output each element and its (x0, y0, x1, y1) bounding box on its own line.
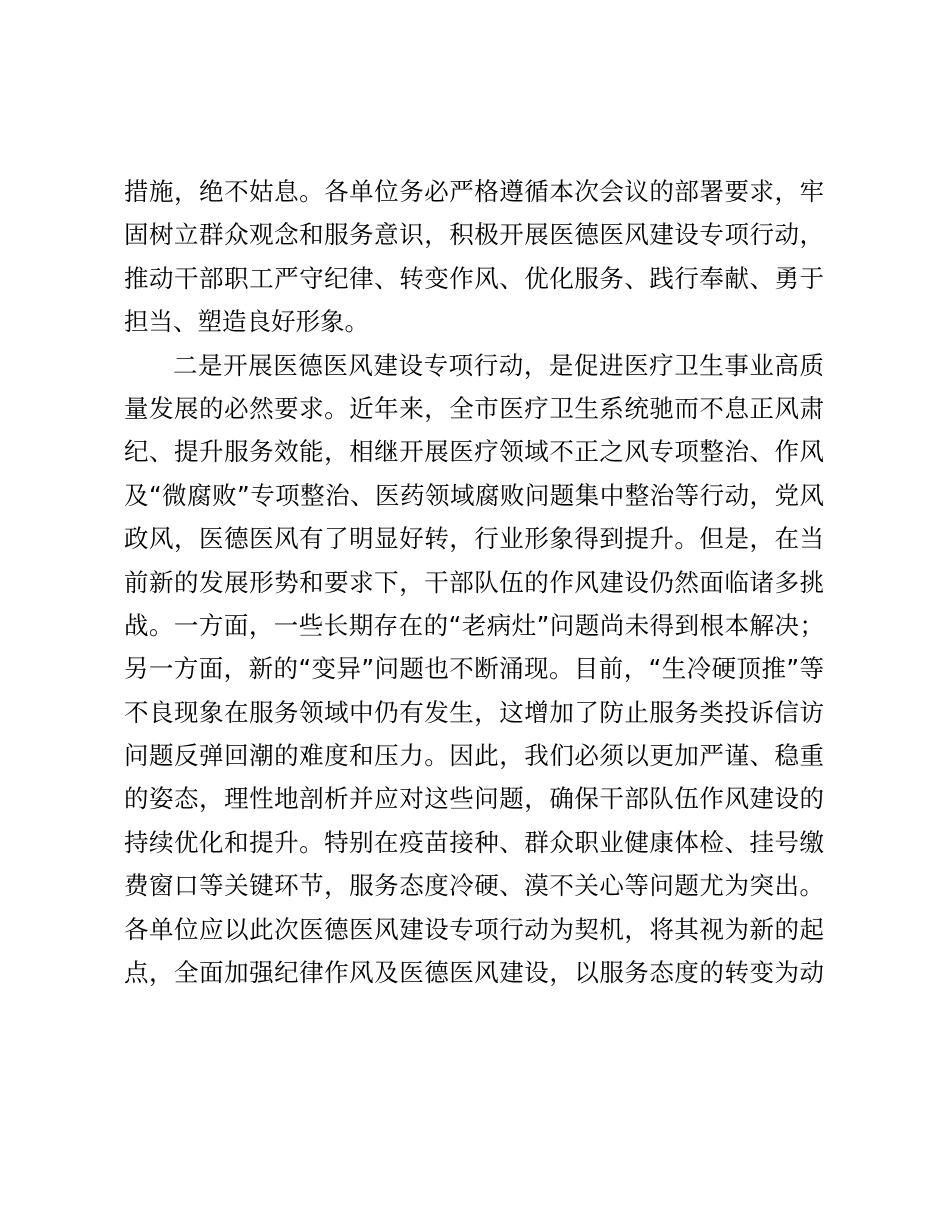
text-line: 的姿态，理性地剖析并应对这些问题，确保干部队伍作风建设的 (124, 784, 824, 814)
text-line: 费窗口等关键环节，服务态度冷硬、漠不关心等问题尤为突出。 (124, 871, 824, 901)
text-line: 担当、塑造良好形象。 (124, 307, 369, 337)
text-line: 纪、提升服务效能，相继开展医疗领域不正之风专项整治、作风 (124, 437, 824, 467)
text-line: 战。一方面，一些长期存在的“老病灶”问题尚未得到根本解决； (124, 610, 824, 640)
text-line: 持续优化和提升。特别在疫苗接种、群众职业健康体检、挂号缴 (124, 827, 824, 857)
text-line: 前新的发展形势和要求下，干部队伍的作风建设仍然面临诸多挑 (124, 567, 824, 597)
text-line: 点，全面加强纪律作风及医德医风建设，以服务态度的转变为动 (124, 958, 824, 988)
text-line: 推动干部职工严守纪律、转变作风、优化服务、践行奉献、勇于 (124, 263, 824, 293)
text-line: 问题反弹回潮的难度和压力。因此，我们必须以更加严谨、稳重 (124, 741, 824, 771)
text-line: 另一方面，新的“变异”问题也不断涌现。目前，“生冷硬顶推”等 (124, 654, 824, 684)
text-line: 措施，绝不姑息。各单位务必严格遵循本次会议的部署要求，牢 (124, 177, 824, 206)
paragraph-start-line: 二是开展医德医风建设专项行动，是促进医疗卫生事业高质 (173, 350, 824, 380)
text-line: 政风，医德医风有了明显好转，行业形象得到提升。但是，在当 (124, 524, 824, 554)
text-line: 量发展的必然要求。近年来，全市医疗卫生系统驰而不息正风肃 (124, 393, 824, 423)
body-text (124, 170, 824, 994)
text-line: 固树立群众观念和服务意识，积极开展医德医风建设专项行动， (124, 220, 824, 250)
text-line: 不良现象在服务领域中仍有发生，这增加了防止服务类投诉信访 (124, 697, 824, 727)
text-line: 各单位应以此次医德医风建设专项行动为契机，将其视为新的起 (124, 914, 824, 944)
text-line: 及“微腐败”专项整治、医药领域腐败问题集中整治等行动，党风 (124, 480, 824, 510)
